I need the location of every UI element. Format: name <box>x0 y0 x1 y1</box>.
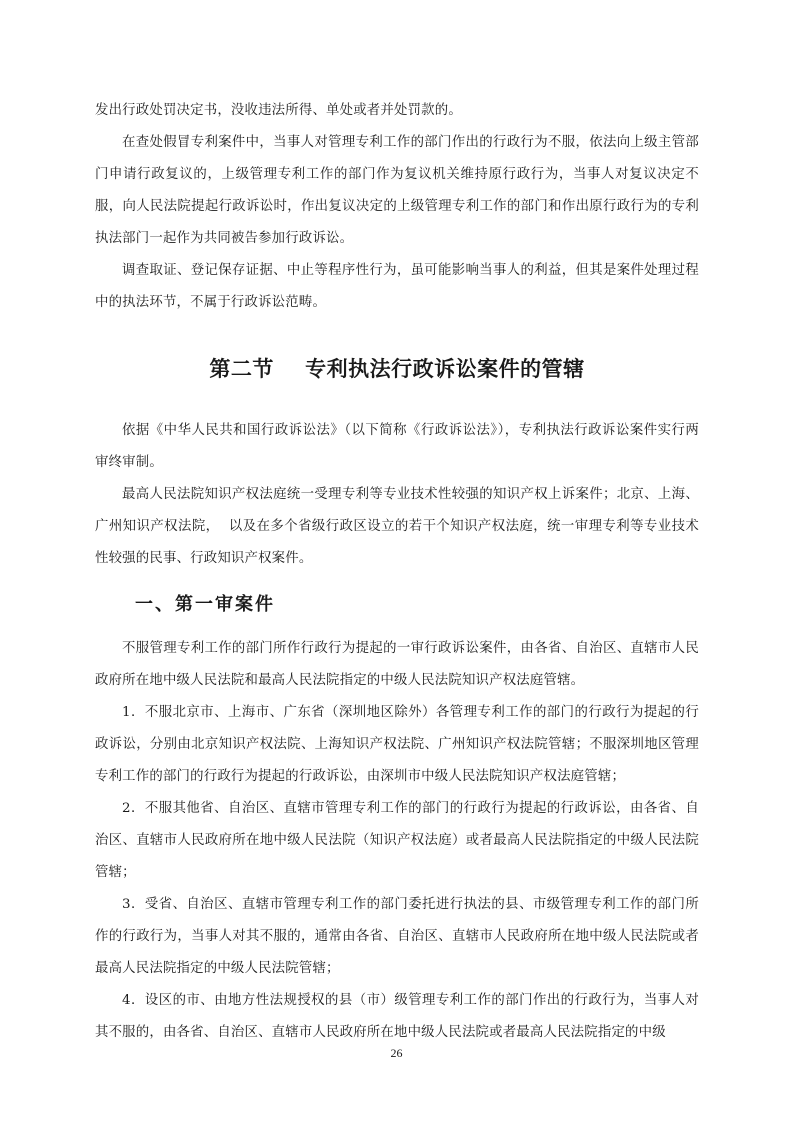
paragraph-two-instance: 依据《中华人民共和国行政诉讼法》（以下简称《行政诉讼法》），专利执法行政诉讼案件实行两审终审制。 <box>95 423 699 470</box>
section-title: 第二节 专利执法行政诉讼案件的管辖 <box>209 357 585 381</box>
list-item-1: 1．不服北京市、上海市、广东省（深圳地区除外）各管理专利工作的部门的行政行为提起的行政诉讼，分别由北京知识产权法院、上海知识产权法院、广州知识产权法院管辖；不服深圳地区管理专利工作的部门的行政行为提起的行政诉讼，由深圳市中级人民法院知识产权法庭管辖； <box>95 705 699 784</box>
paragraph-continuation: 发出行政处罚决定书，没收违法所得、单处或者并处罚款的。 <box>95 103 462 118</box>
paragraph-procedural-acts: 调查取证、登记保存证据、中止等程序性行为，虽可能影响当事人的利益，但其是案件处理过程中的执法环节，不属于行政诉讼范畴。 <box>95 263 699 310</box>
list-item-2: 2．不服其他省、自治区、直辖市管理专利工作的部门的行政行为提起的行政诉讼，由各省、自治区、直辖市人民政府所在地中级人民法院（知识产权法庭）或者最高人民法院指定的中级人民法院管辖； <box>95 801 699 880</box>
list-item-3: 3．受省、自治区、直辖市管理专利工作的部门委托进行执法的县、市级管理专利工作的部门所作的行政行为，当事人对其不服的，通常由各省、自治区、直辖市人民政府所在地中级人民法院或者最高人民法院指定的中级人民法院管辖； <box>95 897 699 976</box>
subsection-title: 一、第一审案件 <box>135 594 275 615</box>
page-content <box>95 95 699 1049</box>
paragraph-ip-courts: 最高人民法院知识产权法庭统一受理专利等专业技术性较强的知识产权上诉案件；北京、上海、广州知识产权法院， 以及在多个省级行政区设立的若干个知识产权法庭，统一审理专利等专业技术性较强的民事、行政知识产权案件。 <box>95 487 699 566</box>
paragraph-counterfeit-patent: 在查处假冒专利案件中，当事人对管理专利工作的部门作出的行政行为不服，依法向上级主管部门申请行政复议的，上级管理专利工作的部门作为复议机关维持原行政行为，当事人对复议决定不服，向人民法院提起行政诉讼时，作出复议决定的上级管理专利工作的部门和作出原行政行为的专利执法部门一起作为共同被告参加行政诉讼。 <box>95 135 699 246</box>
paragraph-first-instance: 不服管理专利工作的部门所作行政行为提起的一审行政诉讼案件，由各省、自治区、直辖市人民政府所在地中级人民法院和最高人民法院指定的中级人民法院知识产权法庭管辖。 <box>95 641 699 688</box>
list-item-4: 4．设区的市、由地方性法规授权的县（市）级管理专利工作的部门作出的行政行为，当事人对其不服的，由各省、自治区、直辖市人民政府所在地中级人民法院或者最高人民法院指定的中级 <box>95 993 699 1040</box>
page-number: 26 <box>390 1046 403 1060</box>
